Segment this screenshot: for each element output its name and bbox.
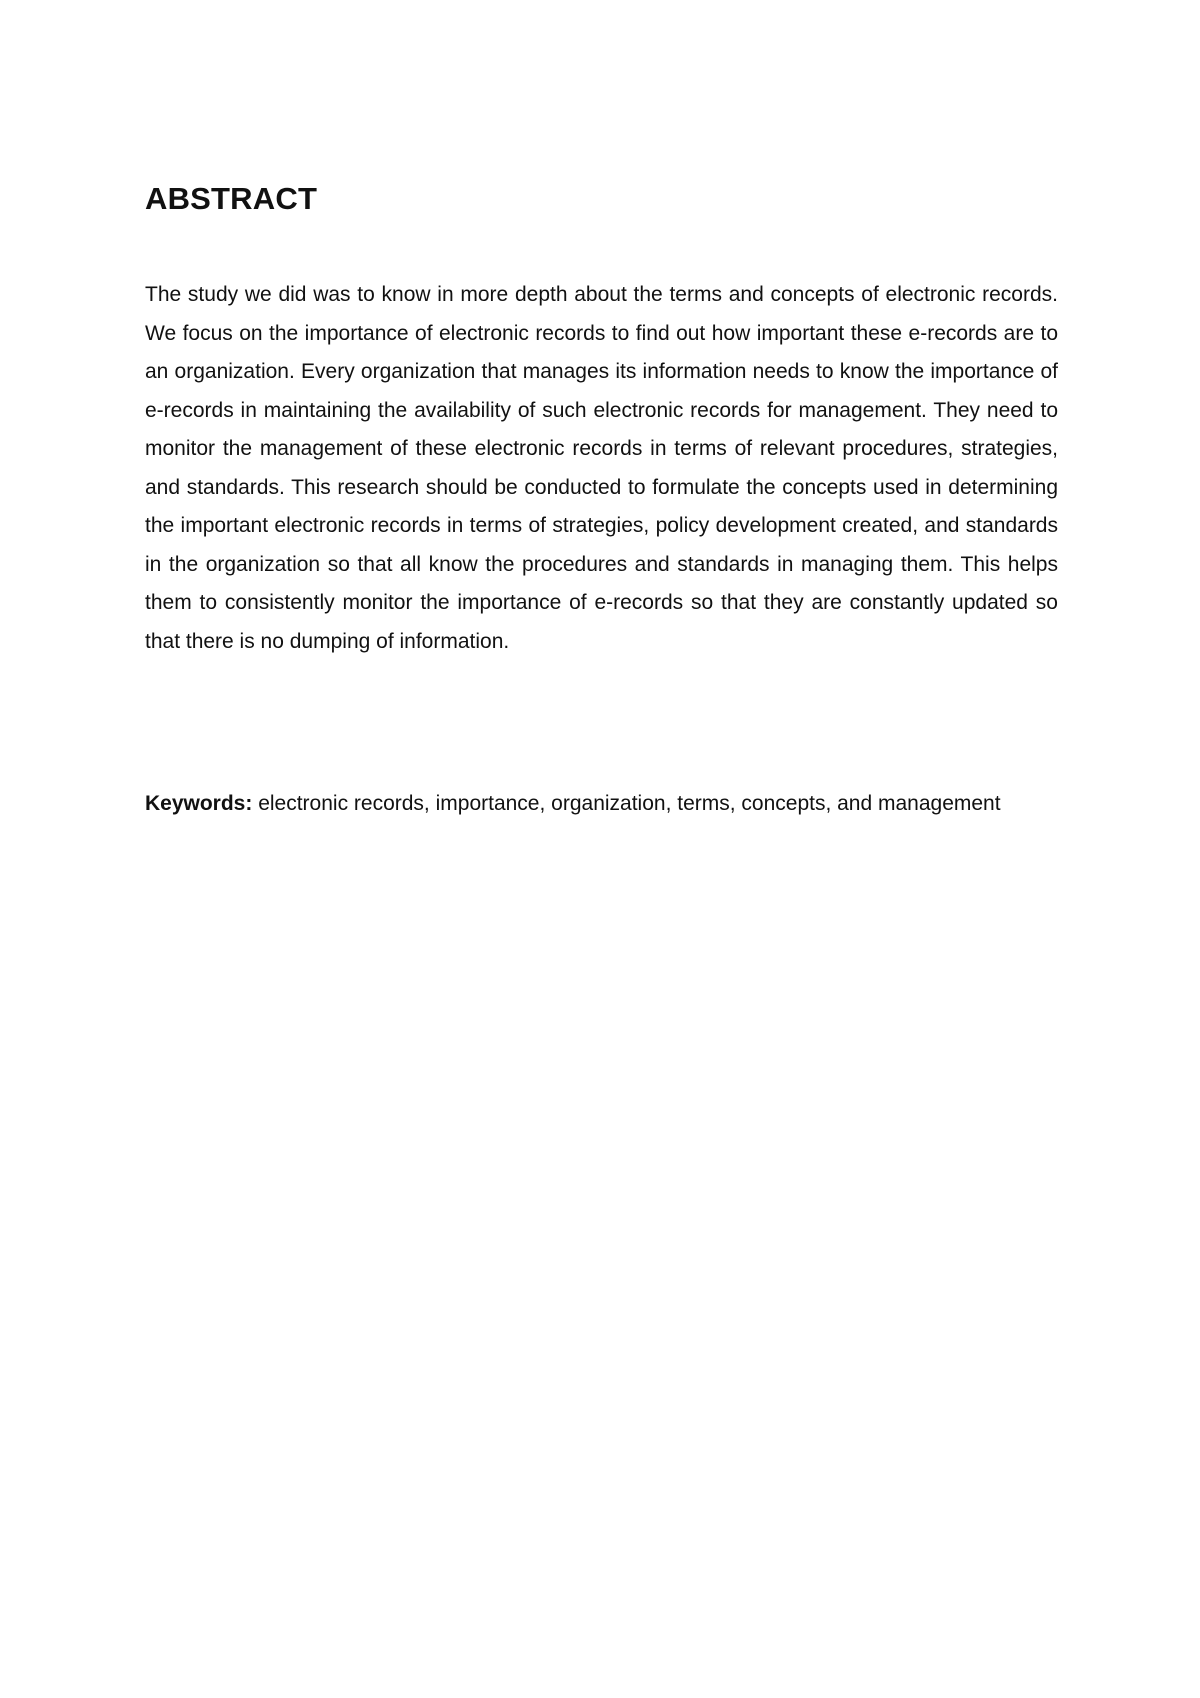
keywords-line xyxy=(145,785,1058,824)
keywords-list: electronic records, importance, organization, terms, concepts, and management xyxy=(258,792,1001,815)
abstract-body: The study we did was to know in more depth about the terms and concepts of electronic records. We focus on the importance of electronic records to find out how important these e-records are to an organization. Every organization that manages its information needs to know the importance of e-records in maintaining the availability of such electronic records for management. They need to monitor the management of these electronic records in terms of relevant procedures, strategies, and standards. This research should be conducted to formulate the concepts used in determining the important electronic records in terms of strategies, policy development created, and standards in the organization so that all know the procedures and standards in managing them. This helps them to consistently monitor the importance of e-records so that they are constantly updated so that there is no dumping of information. xyxy=(145,283,1058,653)
keywords-label: Keywords: xyxy=(145,792,253,815)
abstract-heading: ABSTRACT xyxy=(145,181,318,216)
